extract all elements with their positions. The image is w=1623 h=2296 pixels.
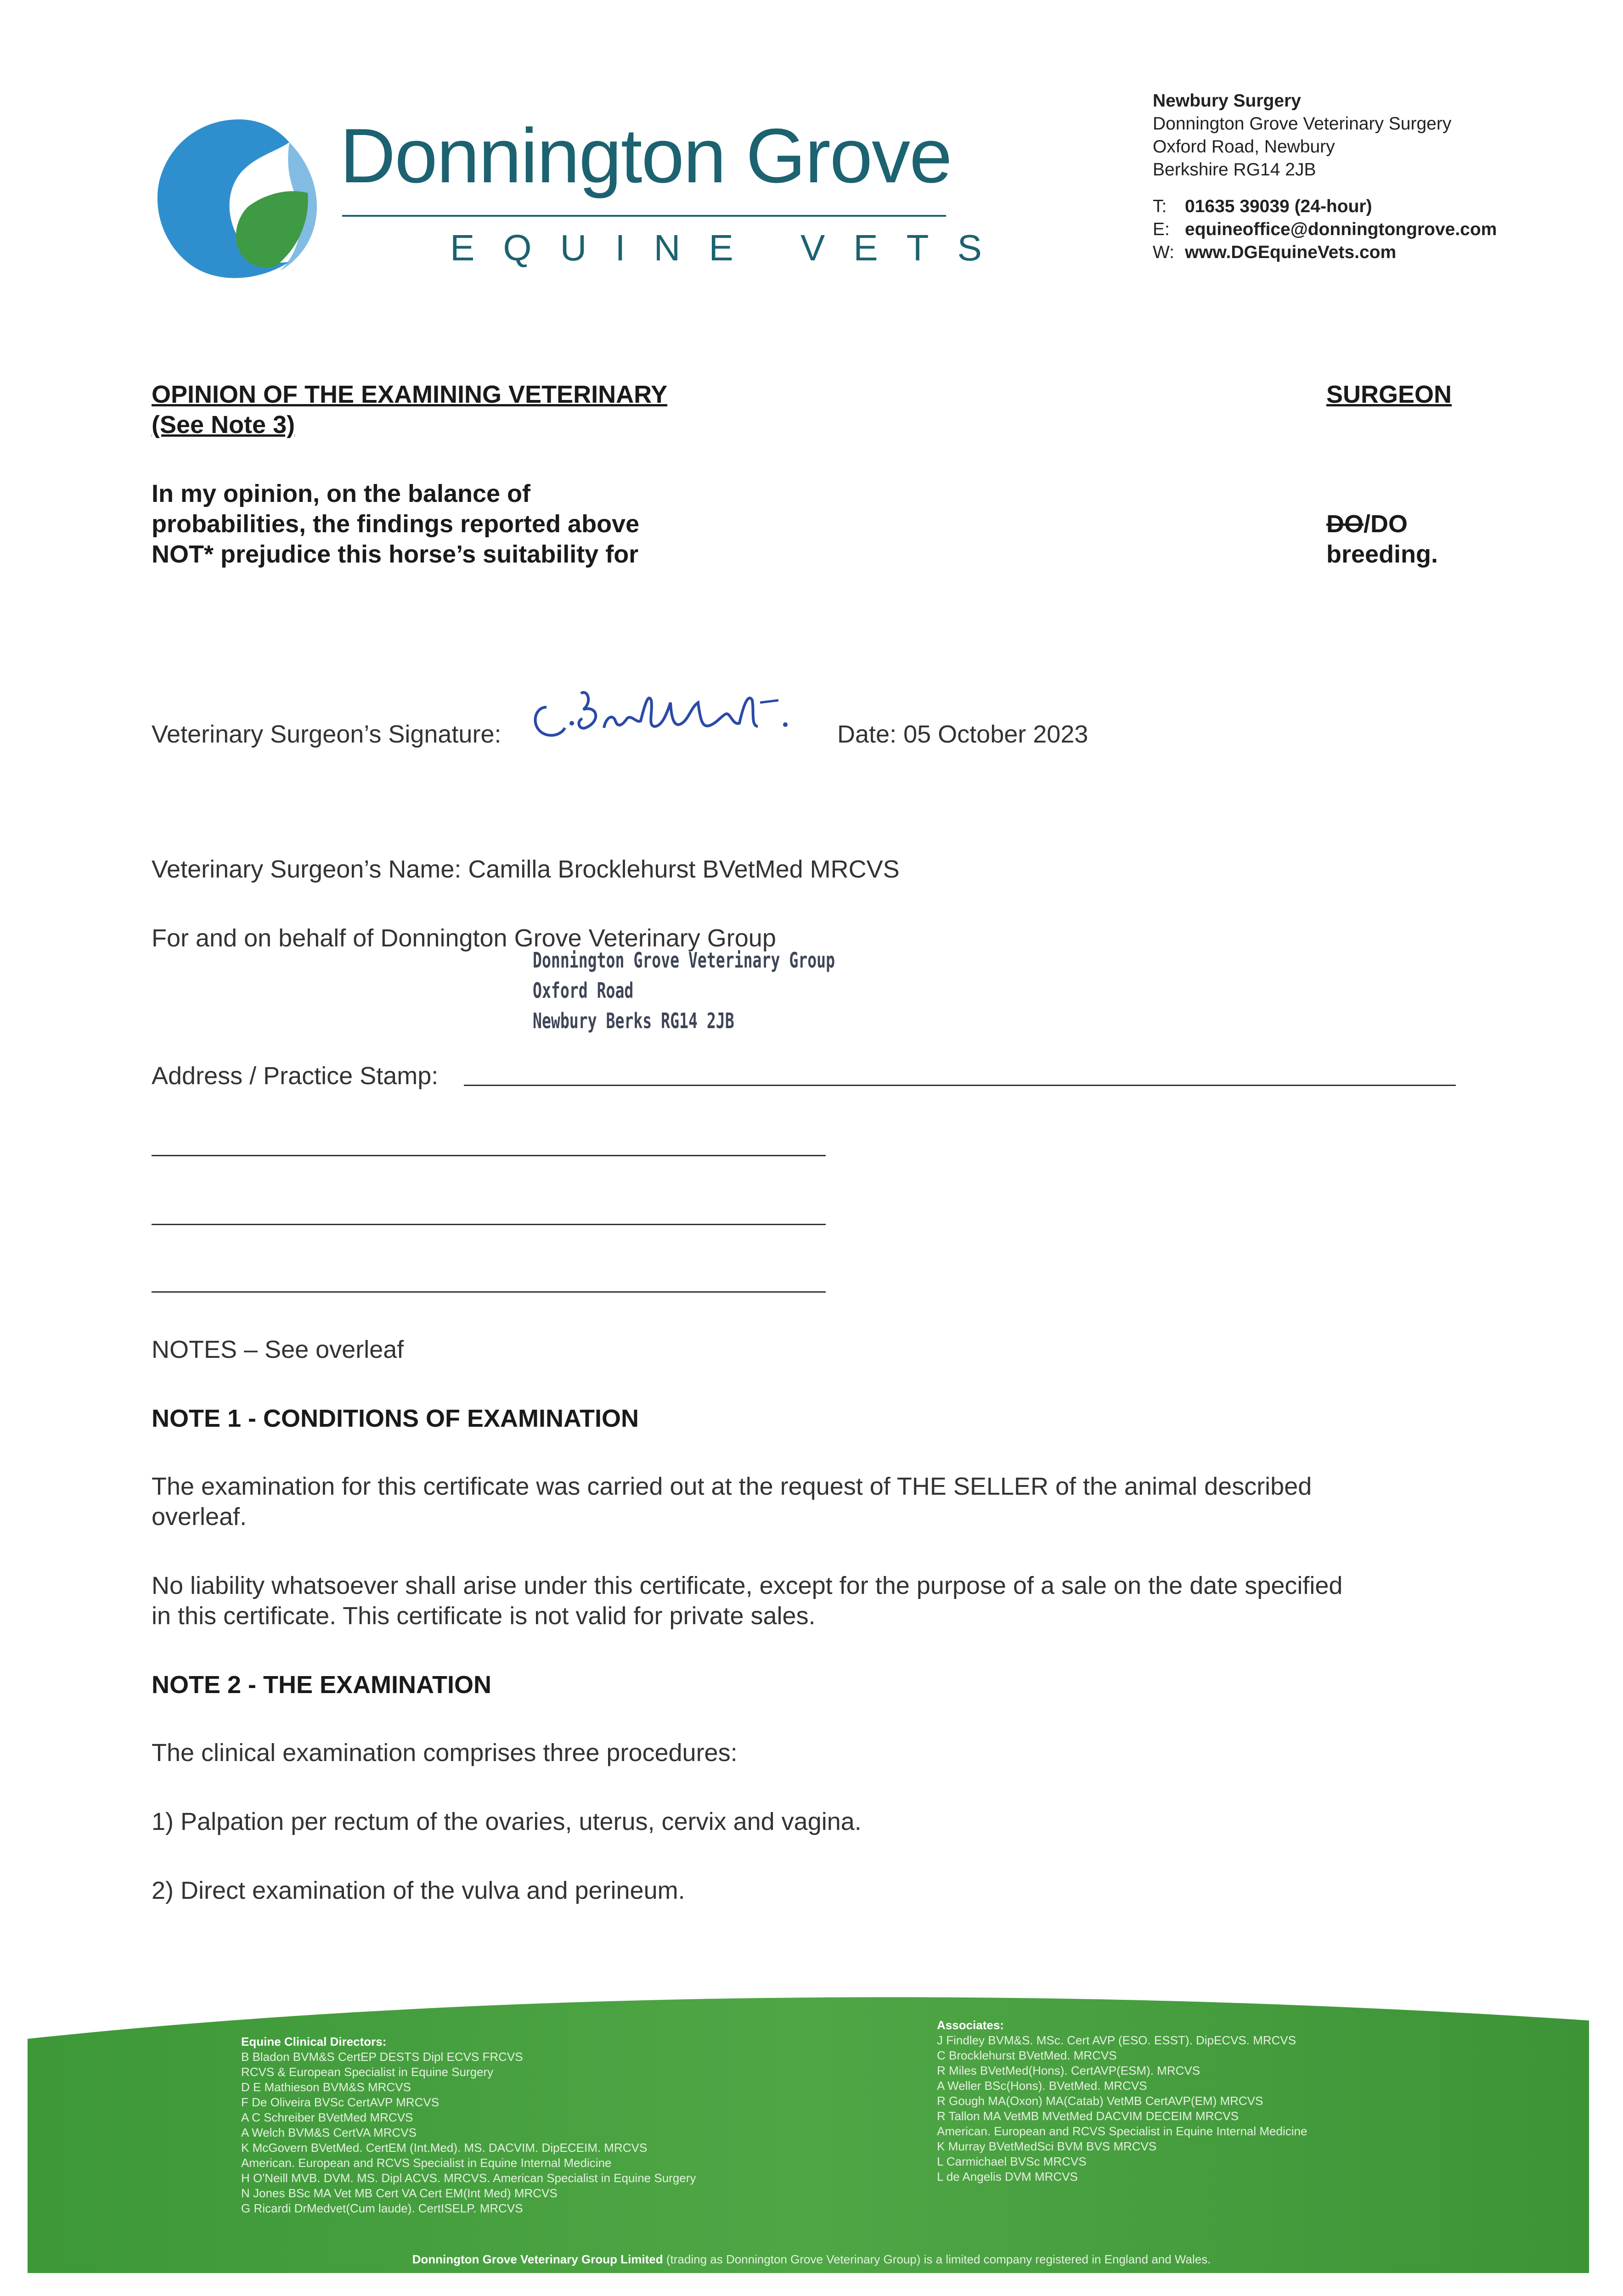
signature-scribble: [528, 675, 804, 758]
date-value: 05 October 2023: [903, 720, 1088, 748]
behalf-value: Donnington Grove Veterinary Group: [380, 924, 776, 952]
footer-company: [0, 2252, 1623, 2267]
web-row[interactable]: W: www.DGEquineVets.com: [1153, 242, 1397, 262]
date-label: Date:: [837, 720, 897, 748]
address-label: Address / Practice Stamp:: [152, 1062, 439, 1090]
opinion-heading: OPINION OF THE EXAMINING VETERINARY: [152, 381, 668, 408]
behalf-label: For and on behalf of: [152, 924, 374, 952]
logo-mark-icon: [152, 115, 326, 280]
option-struck: DO: [1326, 510, 1364, 538]
address-line-3: [152, 1224, 826, 1225]
company-name: Donnington Grove Veterinary Group Limited: [412, 2252, 663, 2266]
associates-heading: Associates:: [937, 2018, 1004, 2032]
note1-paragraph2: No liability whatsoever shall arise under this certificate, except for the purpose of a sale on the date specified in this certificate. This certificate is not valid for private sales.: [152, 1572, 1343, 1630]
note2-item: 2) Direct examination of the vulva and perineum.: [152, 1877, 685, 1904]
email-row[interactable]: E: equineoffice@donningtongrove.com: [1153, 219, 1497, 239]
note-reference: (See Note 3): [152, 411, 295, 439]
address-line: Donnington Grove Veterinary Surgery: [1153, 114, 1452, 134]
notes-overleaf: NOTES – See overleaf: [152, 1336, 404, 1363]
address-line-2: [152, 1155, 826, 1156]
address-line: Berkshire RG14 2JB: [1153, 160, 1316, 180]
opinion-statement: In my opinion, on the balance of probabilities, the findings reported above NOT* prejudice this horse’s suitability for: [152, 480, 640, 568]
opinion-purpose: breeding.: [1326, 540, 1438, 568]
option-selected: /DO: [1364, 510, 1408, 538]
company-text: (trading as Donnington Grove Veterinary Group) is a limited company registered in England and Wales.: [666, 2252, 1211, 2266]
address-line-1: [464, 1085, 1456, 1086]
note2-intro: The clinical examination comprises three procedures:: [152, 1739, 738, 1767]
footer-directors: Equine Clinical Directors: B Bladon BVM&S CertEP DESTS Dipl ECVS FRCVS RCVS & European Specialist in Equine Surgery D E Mathieson BVM&S MRCVS F De Oliveira BVSc CertAVP MRCVS A C Schreiber BVetMed MRCVS A Welch BVM&S CertVA MRCVS K McGovern BVetMed. CertEM (Int.Med). MS. DACVIM. DipECEIM. MRCVS American. European and RCVS Specialist in Equine Internal Medicine H O'Neill MVB. DVM. MS. Dipl ACVS. MRCVS. American Specialist in Equine Surgery N Jones BSc MA Vet MB Cert VA Cert EM(Int Med) MRCVS G Ricardi DrMedvet(Cum laude). CertISELP. MRCVS: [241, 2035, 696, 2215]
directors-heading: Equine Clinical Directors:: [241, 2035, 387, 2048]
phone-row: T: 01635 39039 (24-hour): [1153, 197, 1372, 216]
opinion-option: [1326, 509, 1438, 569]
address-line: Oxford Road, Newbury: [1153, 137, 1335, 157]
email-link[interactable]: equineoffice@donningtongrove.com: [1185, 219, 1497, 239]
note2-item: 1) Palpation per rectum of the ovaries, uterus, cervix and vagina.: [152, 1808, 862, 1835]
note2-heading: NOTE 2 - THE EXAMINATION: [152, 1671, 492, 1699]
practice-stamp: Donnington Grove Veterinary Group Oxford Road Newbury Berks RG14 2JB: [533, 948, 835, 1033]
signature-date: [837, 719, 1088, 749]
phone-number: 01635 39039 (24-hour): [1185, 197, 1372, 216]
signature-label: Veterinary Surgeon’s Signature:: [152, 720, 502, 748]
surgeon-name-row: [152, 854, 900, 884]
surgery-name: Newbury Surgery: [1153, 91, 1301, 111]
note1-heading: NOTE 1 - CONDITIONS OF EXAMINATION: [152, 1405, 639, 1432]
surgeon-name-label: Veterinary Surgeon’s Name:: [152, 855, 462, 883]
footer-associates: Associates: J Findley BVM&S. MSc. Cert AVP (ESO. ESST). DipECVS. MRCVS C Brocklehurst BVetMed. MRCVS R Miles BVetMed(Hons). CertAVP(ESM). MRCVS A Weller BSc(Hons). BVetMed. MRCVS R Gough MA(Oxon) MA(Catab) VetMB CertAVP(EM) MRCVS R Tallon MA VetMB MVetMed DACVIM DECEIM MRCVS American. European and RCVS Specialist in Equine Internal Medicine K Murray BVetMedSci BVM BVS MRCVS L Carmichael BVSc MRCVS L de Angelis DVM MRCVS: [937, 2018, 1307, 2183]
brand-divider: [342, 215, 946, 217]
surgeon-name-value: Camilla Brocklehurst BVetMed MRCVS: [468, 855, 900, 883]
address-line-4: [152, 1291, 826, 1293]
note1-paragraph1: The examination for this certificate was carried out at the request of THE SELLER of the animal described overleaf.: [152, 1473, 1312, 1531]
contact-block: [1153, 90, 1497, 264]
opinion-heading-right: SURGEON: [1326, 381, 1452, 408]
web-link[interactable]: www.DGEquineVets.com: [1185, 242, 1397, 262]
brand-subtitle: EQUINE VETS: [450, 227, 1010, 268]
brand-name: Donnington Grove: [340, 113, 952, 199]
